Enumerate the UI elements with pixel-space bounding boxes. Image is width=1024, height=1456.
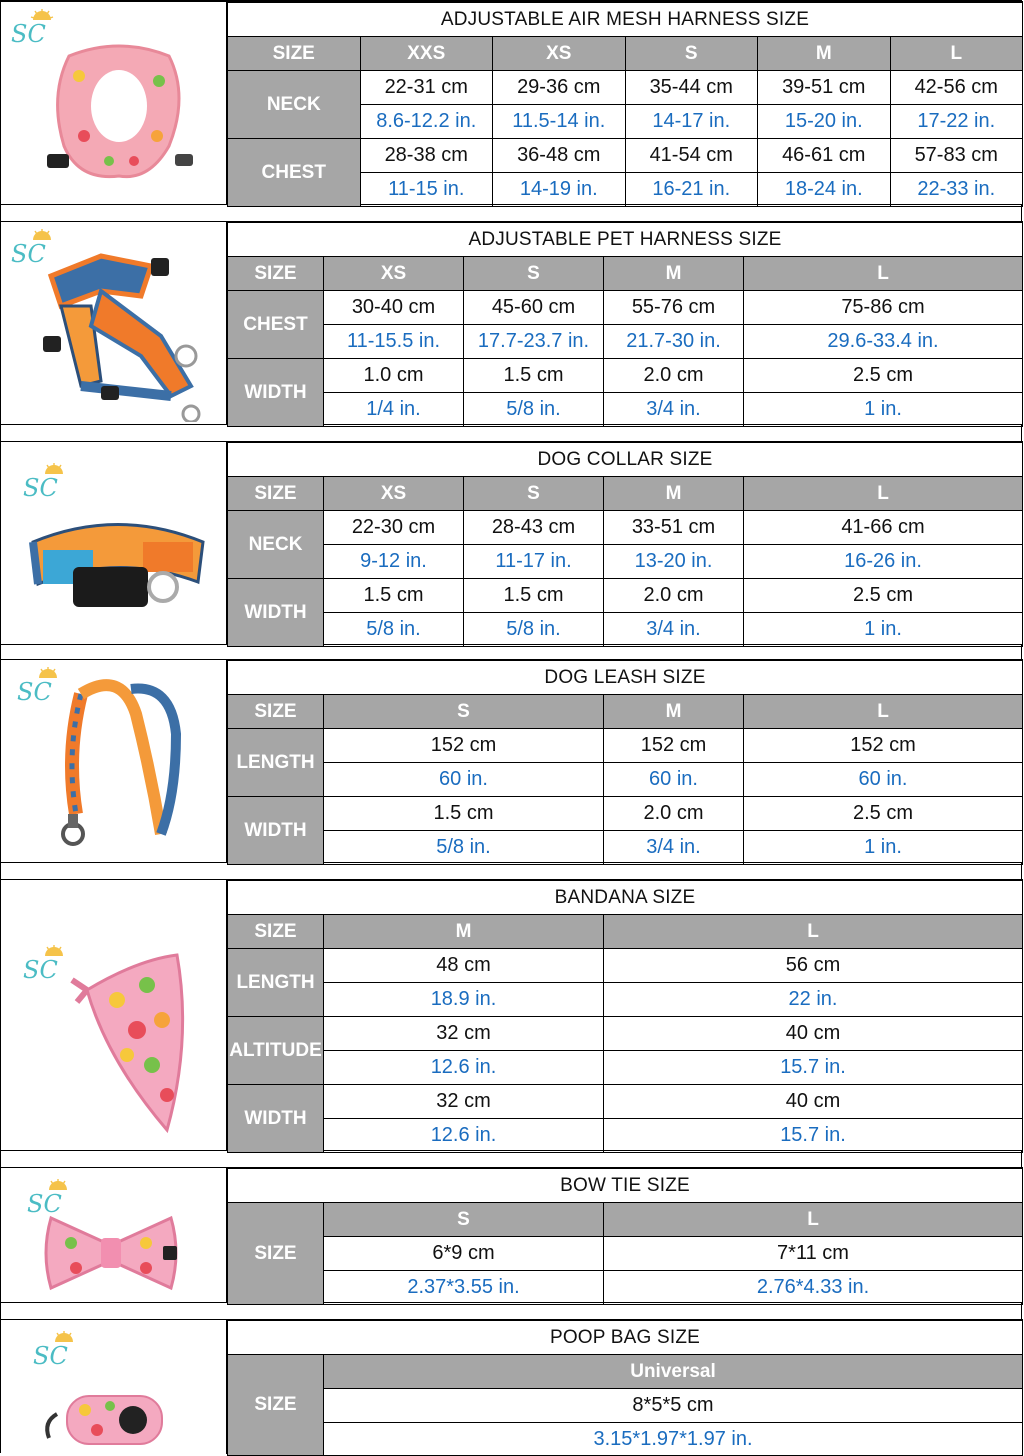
logo-text: SC	[27, 1190, 62, 1218]
header-xs: XS	[324, 477, 464, 511]
cell-in: 11-17 in.	[464, 545, 604, 579]
cell-in: 16-26 in.	[744, 545, 1023, 579]
logo-text: SC	[17, 678, 52, 706]
row-label-length: LENGTH	[228, 729, 324, 797]
cell-in: 9-12 in.	[324, 545, 464, 579]
section-title: DOG COLLAR SIZE	[228, 443, 1023, 477]
cell-cm: 2.0 cm	[604, 797, 744, 831]
product-image-cell	[1, 442, 227, 644]
header-l: L	[744, 477, 1023, 511]
cell-in: 15-20 in.	[758, 105, 891, 139]
cell-in: 3/4 in.	[604, 393, 744, 427]
header-size: SIZE	[228, 695, 324, 729]
size-table	[227, 2, 1023, 204]
row-label-width: WIDTH	[228, 1085, 324, 1153]
section-dog-collar	[1, 441, 1023, 645]
header-l: L	[890, 37, 1023, 71]
row-label-width: WIDTH	[228, 797, 324, 865]
header-xxs: XXS	[360, 37, 493, 71]
cell-in: 17.7-23.7 in.	[464, 325, 604, 359]
cell-in: 12.6 in.	[324, 1051, 604, 1085]
cell-cm: 2.0 cm	[604, 359, 744, 393]
cell-cm: 1.5 cm	[464, 359, 604, 393]
section-title: DOG LEASH SIZE	[228, 661, 1023, 695]
pink-fruit-mesh-harness-icon	[39, 36, 199, 186]
cell-in: 5/8 in.	[324, 831, 604, 865]
cell-in: 1 in.	[744, 393, 1023, 427]
cell-in: 1/4 in.	[324, 393, 464, 427]
cell-cm: 2.5 cm	[744, 579, 1023, 613]
cell-cm: 28-43 cm	[464, 511, 604, 545]
header-m: M	[758, 37, 891, 71]
header-m: M	[604, 477, 744, 511]
cell-cm: 1.5 cm	[324, 797, 604, 831]
product-image-cell	[1, 880, 227, 1150]
section-bandana	[1, 879, 1023, 1151]
size-table	[227, 660, 1023, 862]
pink-fruit-bow-tie-icon	[41, 1208, 181, 1298]
cell-cm: 152 cm	[744, 729, 1023, 763]
cell-in: 14-17 in.	[625, 105, 758, 139]
cell-in: 17-22 in.	[890, 105, 1023, 139]
cell-cm: 40 cm	[604, 1017, 1023, 1051]
cell-in: 14-19 in.	[493, 173, 626, 207]
cell-cm: 7*11 cm	[604, 1237, 1023, 1271]
cell-cm: 22-31 cm	[360, 71, 493, 105]
tribal-pattern-leash-icon	[51, 674, 191, 860]
product-image-cell	[1, 660, 227, 862]
row-label-width: WIDTH	[228, 359, 324, 427]
cell-in: 60 in.	[324, 763, 604, 797]
cell-in: 5/8 in.	[464, 613, 604, 647]
logo-text: SC	[23, 956, 58, 984]
cell-cm: 152 cm	[604, 729, 744, 763]
section-title: ADJUSTABLE PET HARNESS SIZE	[228, 223, 1023, 257]
cell-cm: 33-51 cm	[604, 511, 744, 545]
logo-text: SC	[11, 240, 46, 268]
row-label-chest: CHEST	[228, 139, 361, 207]
cell-in: 60 in.	[744, 763, 1023, 797]
tribal-pattern-harness-icon	[21, 236, 207, 422]
cell-cm: 40 cm	[604, 1085, 1023, 1119]
header-s: S	[464, 257, 604, 291]
cell-in: 16-21 in.	[625, 173, 758, 207]
cell-in: 60 in.	[604, 763, 744, 797]
row-label-size: SIZE	[228, 1203, 324, 1305]
product-image-cell	[1, 1168, 227, 1302]
section-poop-bag	[1, 1319, 1023, 1454]
cell-in: 22 in.	[604, 983, 1023, 1017]
cell-cm: 39-51 cm	[758, 71, 891, 105]
tribal-pattern-collar-icon	[23, 512, 213, 622]
section-title: BOW TIE SIZE	[228, 1169, 1023, 1203]
header-l: L	[744, 257, 1023, 291]
cell-in: 5/8 in.	[464, 393, 604, 427]
row-label-altitude: ALTITUDE	[228, 1017, 324, 1085]
pink-fruit-bandana-icon	[67, 940, 207, 1140]
brand-logo	[19, 944, 71, 984]
cell-in: 15.7 in.	[604, 1051, 1023, 1085]
cell-in: 2.37*3.55 in.	[324, 1271, 604, 1305]
cell-cm: 32 cm	[324, 1085, 604, 1119]
section-bow-tie	[1, 1167, 1023, 1303]
brand-logo	[29, 1330, 81, 1370]
size-table	[227, 1320, 1023, 1454]
cell-cm: 55-76 cm	[604, 291, 744, 325]
size-table	[227, 442, 1023, 644]
header-universal: Universal	[324, 1355, 1023, 1389]
cell-in: 15.7 in.	[604, 1119, 1023, 1153]
cell-cm: 45-60 cm	[464, 291, 604, 325]
product-image-cell	[1, 222, 227, 424]
cell-in: 3/4 in.	[604, 613, 744, 647]
cell-cm: 2.5 cm	[744, 797, 1023, 831]
product-image-cell	[1, 1320, 227, 1454]
cell-cm: 2.5 cm	[744, 359, 1023, 393]
row-label-neck: NECK	[228, 511, 324, 579]
header-size: SIZE	[228, 37, 361, 71]
cell-cm: 57-83 cm	[890, 139, 1023, 173]
section-air-mesh-harness	[1, 1, 1023, 205]
cell-cm: 2.0 cm	[604, 579, 744, 613]
cell-cm: 35-44 cm	[625, 71, 758, 105]
logo-text: SC	[33, 1342, 68, 1370]
cell-in: 2.76*4.33 in.	[604, 1271, 1023, 1305]
header-size: SIZE	[228, 477, 324, 511]
cell-cm: 42-56 cm	[890, 71, 1023, 105]
cell-cm: 22-30 cm	[324, 511, 464, 545]
cell-cm: 29-36 cm	[493, 71, 626, 105]
header-l: L	[604, 915, 1023, 949]
cell-in: 1 in.	[744, 831, 1023, 865]
cell-in: 29.6-33.4 in.	[744, 325, 1023, 359]
row-label-neck: NECK	[228, 71, 361, 139]
cell-in: 11.5-14 in.	[493, 105, 626, 139]
cell-cm: 1.0 cm	[324, 359, 464, 393]
size-table	[227, 880, 1023, 1150]
cell-cm: 8*5*5 cm	[324, 1389, 1023, 1423]
product-image-cell	[1, 2, 227, 204]
header-m: M	[604, 257, 744, 291]
section-title: ADJUSTABLE AIR MESH HARNESS SIZE	[228, 3, 1023, 37]
header-m: M	[604, 695, 744, 729]
cell-cm: 28-38 cm	[360, 139, 493, 173]
header-xs: XS	[324, 257, 464, 291]
header-s: S	[324, 1203, 604, 1237]
cell-in: 21.7-30 in.	[604, 325, 744, 359]
pink-fruit-poop-bag-holder-icon	[35, 1382, 175, 1452]
cell-cm: 152 cm	[324, 729, 604, 763]
cell-in: 3.15*1.97*1.97 in.	[324, 1423, 1023, 1456]
cell-cm: 30-40 cm	[324, 291, 464, 325]
logo-text: SC	[11, 20, 46, 48]
header-size: SIZE	[228, 257, 324, 291]
size-table	[227, 1168, 1023, 1302]
header-l: L	[604, 1203, 1023, 1237]
row-label-chest: CHEST	[228, 291, 324, 359]
header-l: L	[744, 695, 1023, 729]
brand-logo	[19, 462, 71, 502]
cell-cm: 75-86 cm	[744, 291, 1023, 325]
cell-in: 13-20 in.	[604, 545, 744, 579]
row-label-length: LENGTH	[228, 949, 324, 1017]
cell-cm: 56 cm	[604, 949, 1023, 983]
section-title: BANDANA SIZE	[228, 881, 1023, 915]
cell-in: 12.6 in.	[324, 1119, 604, 1153]
section-dog-leash	[1, 659, 1023, 863]
cell-in: 11-15 in.	[360, 173, 493, 207]
cell-in: 11-15.5 in.	[324, 325, 464, 359]
header-s: S	[324, 695, 604, 729]
cell-in: 18.9 in.	[324, 983, 604, 1017]
cell-in: 18-24 in.	[758, 173, 891, 207]
cell-in: 22-33 in.	[890, 173, 1023, 207]
section-title: POOP BAG SIZE	[228, 1321, 1023, 1355]
row-label-width: WIDTH	[228, 579, 324, 647]
cell-in: 3/4 in.	[604, 831, 744, 865]
cell-cm: 46-61 cm	[758, 139, 891, 173]
header-xs: XS	[493, 37, 626, 71]
cell-cm: 36-48 cm	[493, 139, 626, 173]
cell-cm: 6*9 cm	[324, 1237, 604, 1271]
cell-cm: 32 cm	[324, 1017, 604, 1051]
cell-cm: 41-54 cm	[625, 139, 758, 173]
cell-cm: 48 cm	[324, 949, 604, 983]
cell-in: 8.6-12.2 in.	[360, 105, 493, 139]
cell-cm: 1.5 cm	[464, 579, 604, 613]
cell-in: 1 in.	[744, 613, 1023, 647]
cell-cm: 41-66 cm	[744, 511, 1023, 545]
header-s: S	[625, 37, 758, 71]
cell-in: 5/8 in.	[324, 613, 464, 647]
size-table	[227, 222, 1023, 424]
header-size: SIZE	[228, 915, 324, 949]
section-pet-harness	[1, 221, 1023, 425]
row-label-size: SIZE	[228, 1355, 324, 1456]
logo-text: SC	[23, 474, 58, 502]
cell-cm: 1.5 cm	[324, 579, 464, 613]
header-m: M	[324, 915, 604, 949]
header-s: S	[464, 477, 604, 511]
